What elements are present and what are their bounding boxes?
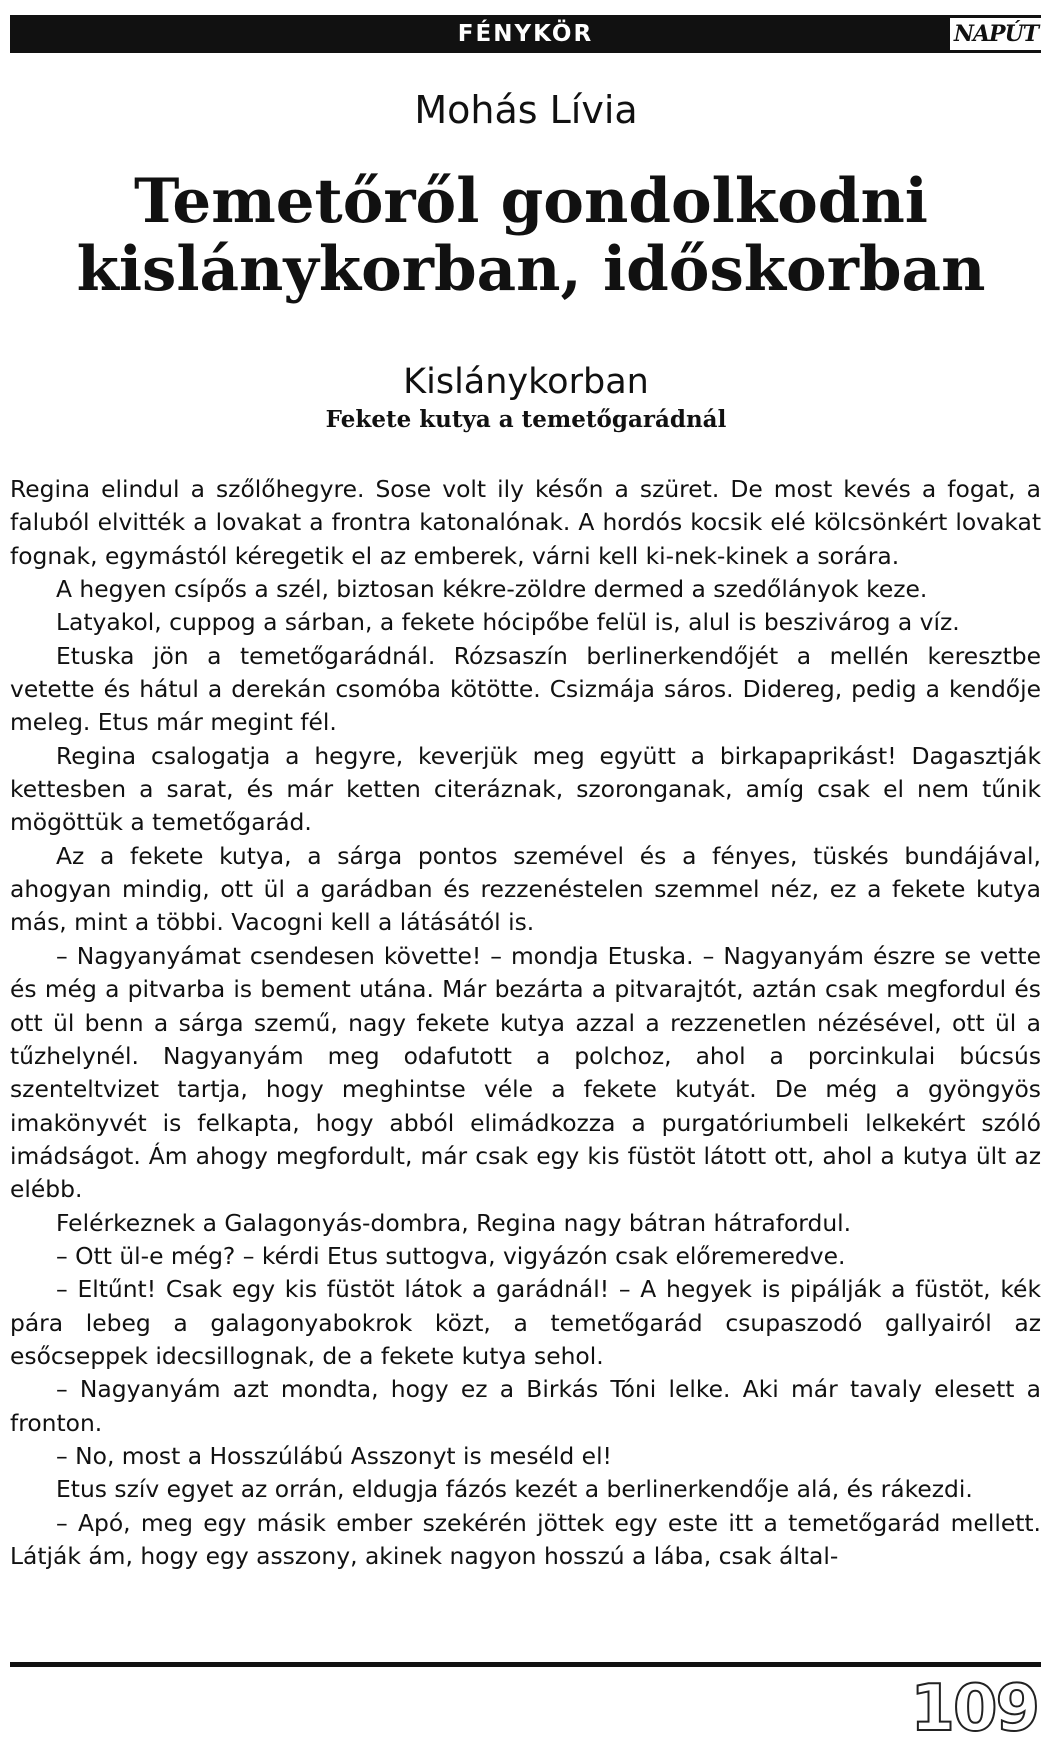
story-title: Fekete kutya a temetőgarádnál xyxy=(325,406,727,433)
paragraph: A hegyen csípős a szél, biztosan kékre-zöldre dermed a szedőlányok keze. xyxy=(56,575,928,604)
article-body xyxy=(10,473,1041,1573)
section-label: FÉNYKÖR xyxy=(457,21,594,47)
article-title: Temetőről gondolkodni kislánykorban, időskorban xyxy=(76,166,986,305)
paragraph: Latyakol, cuppog a sárban, a fekete hócipőbe felül is, alul is beszivárog a víz. xyxy=(56,608,960,637)
header-bar xyxy=(10,15,1041,53)
magazine-logo-text: NAPÚT xyxy=(953,21,1039,47)
paragraph: – Eltűnt! Csak egy kis füstöt látok a garádnál! – A hegyek is pipálják a füstöt, kék pára lebeg a galagonyabokrok közt, a temetőgarád csupaszodó gallyairól az esőcseppek idecsillognak, de a fekete kutya sehol. xyxy=(10,1275,1041,1370)
paragraph: Etuska jön a temetőgarádnál. Rózsaszín berlinerkendőjét a mellén keresztbe vetette és hátul a derekán csomóba kötötte. Csizmája sáros. Didereg, pedig a kendője meleg. Etus már megint fél. xyxy=(10,641,1041,737)
paragraph: Regina csalogatja a hegyre, keverjük meg együtt a birkapaprikást! Dagasztják kettesben a sarat, és már ketten citeráznak, szoronganak, amíg csak el nem tűnik mögöttük a temetőgarád. xyxy=(10,741,1041,837)
paragraph: – Nagyanyámat csendesen követte! – mondja Etuska. – Nagyanyám észre se vette és még a pitvarba is bement utána. Már bezárta a pitvarajtót, aztán csak megfordul és ott ül benn a sárga szemű, nagy fekete kutya azzal a rezzenetlen nézésével, ott ül a tűzhelynél. Nagyanyám meg odafutott a polchoz, ahol a porcinkulai búcsús szenteltvizet tartja, hogy meghintse véle a fekete kutyát. De még a gyöngyös imakönyvét is felkapta, hogy abból elimádkozza a purgatóriumbeli lelkekért szóló imádságot. Ám ahogy megfordult, már csak egy kis füstöt látott ott, ahol a kutya ült az elébb. xyxy=(10,941,1041,1204)
paragraph: Etus szív egyet az orrán, eldugja fázós kezét a berlinerkendője alá, és rákezdi. xyxy=(56,1475,973,1504)
magazine-logo xyxy=(950,18,1042,50)
paragraph: – Nagyanyám azt mondta, hogy ez a Birkás Tóni lelke. Aki már tavaly elesett a fronton. xyxy=(10,1375,1041,1437)
paragraph: – No, most a Hosszúlábú Asszonyt is meséld el! xyxy=(56,1441,612,1470)
bottom-rule xyxy=(10,1662,1041,1667)
paragraph: Felérkeznek a Galagonyás-dombra, Regina nagy bátran hátrafordul. xyxy=(56,1208,852,1237)
paragraph: – Ott ül-e még? – kérdi Etus suttogva, vigyázón csak előremeredve. xyxy=(56,1241,846,1270)
page-number: 109 xyxy=(910,1672,1038,1746)
author-name: Mohás Lívia xyxy=(414,88,638,132)
paragraph: – Apó, meg egy másik ember szekérén jöttek egy este itt a temetőgarád mellett. Látják ám, hogy egy asszony, akinek nagyon hosszú a lába, csak által- xyxy=(10,1508,1041,1570)
paragraph: Az a fekete kutya, a sárga pontos szemével és a fényes, tüskés bundájával, ahogyan mindig, ott ül a garádban és rezzenéstelen szemmel néz, ez a fekete kutya más, mint a többi. Vacogni kell a látásától is. xyxy=(10,841,1041,937)
paragraph: Regina elindul a szőlőhegyre. Sose volt ily későn a szüret. De most kevés a fogat, a faluból elvitték a lovakat a frontra katonalónak. A hordós kocsik elé kölcsönkért lovakat fognak, egymástól kéregetik el az emberek, várni kell ki-nek-kinek a sorára. xyxy=(10,475,1041,570)
section-subtitle: Kislánykorban xyxy=(403,362,649,402)
